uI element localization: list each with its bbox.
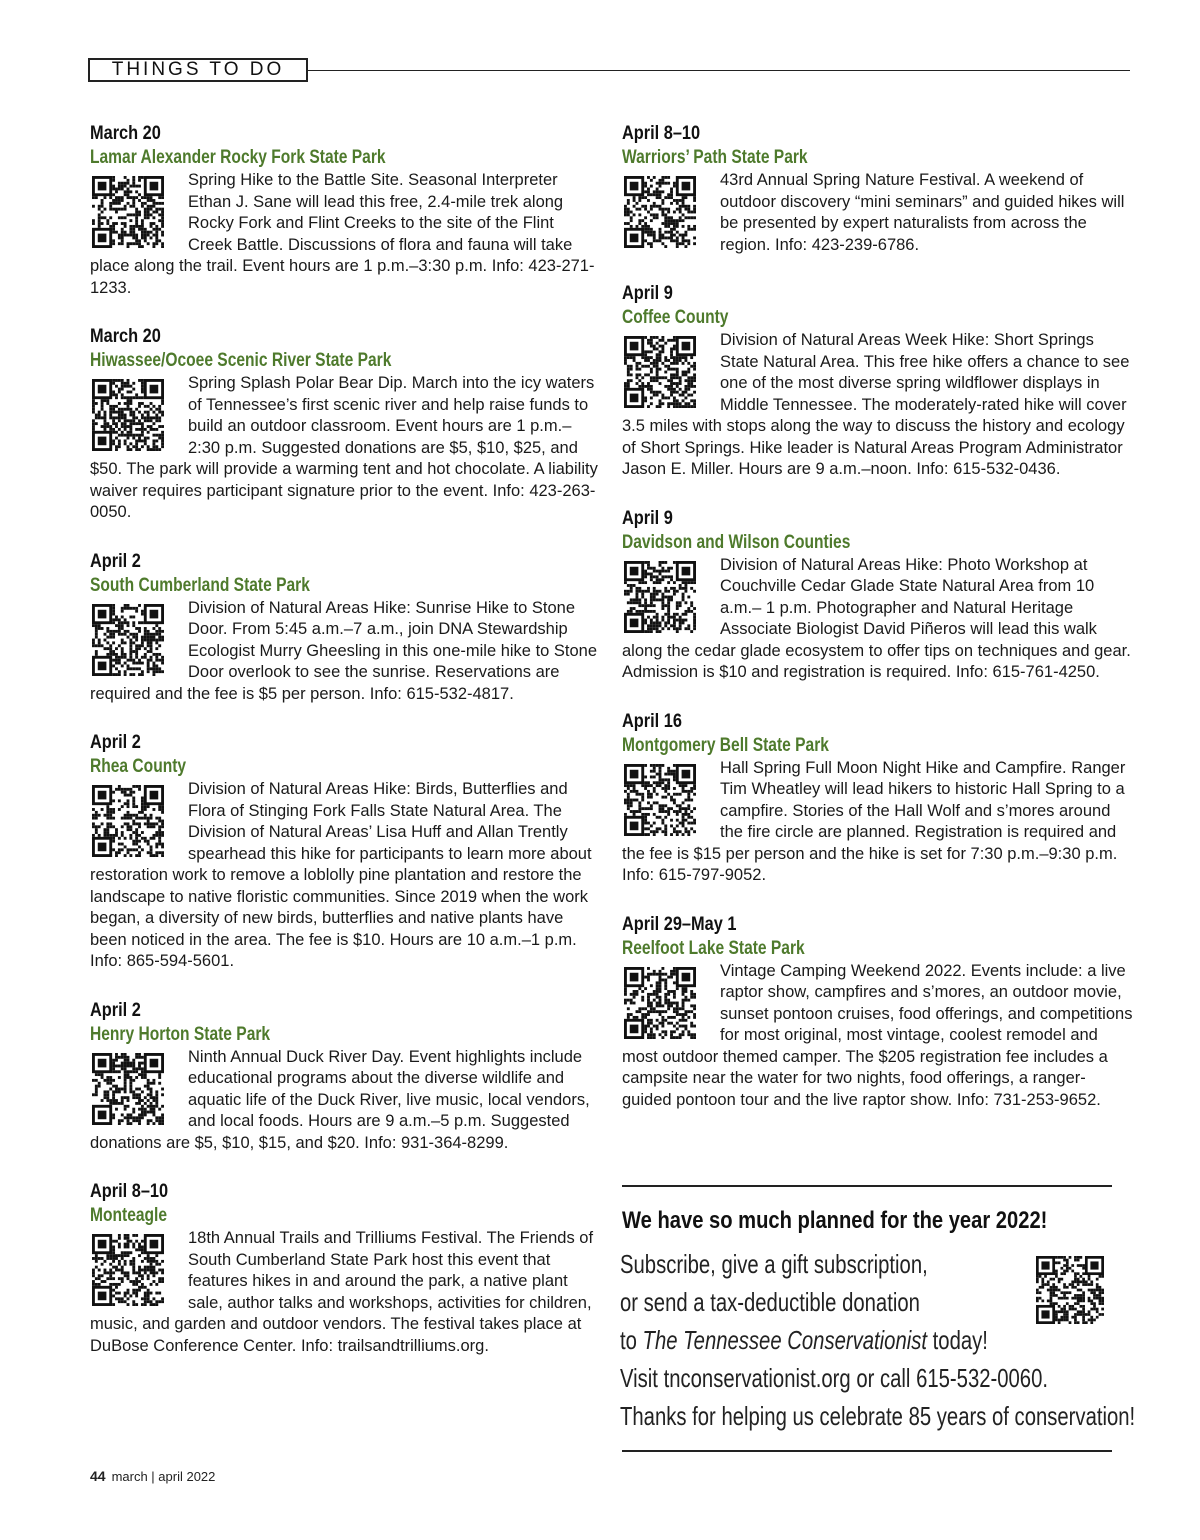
event-qr-code[interactable] xyxy=(92,785,164,857)
event-listing xyxy=(90,731,602,973)
event-venue: Rhea County xyxy=(90,756,187,777)
event-venue: South Cumberland State Park xyxy=(90,574,310,596)
event-listing xyxy=(90,325,602,524)
event-qr-code[interactable] xyxy=(624,336,696,408)
event-venue: Coffee County xyxy=(622,307,729,328)
event-qr-code[interactable] xyxy=(92,176,164,248)
event-date: March 20 xyxy=(90,326,161,347)
promo-line-4: Visit tnconservationist.org or call 615-532-0060. xyxy=(620,1363,1049,1393)
event-listing xyxy=(622,122,1134,256)
event-description: Division of Natural Areas Hike: Sunrise Hike to Stone Door. From 5:45 a.m.–7 a.m., join DNA Stewardship Ecologist Murry Gheesling in this one-mile hike to Stone Door overlook to see the sunrise. Reservations are required and the fee is $5 per person. Info: 615-532-4817. xyxy=(90,598,598,703)
event-description-block xyxy=(622,330,1134,481)
magazine-title: The Tennessee Conservationist xyxy=(642,1325,928,1355)
event-description-block xyxy=(622,758,1134,887)
event-listing xyxy=(90,1180,602,1357)
promo-line-5: Thanks for helping us celebrate 85 years of conservation! xyxy=(620,1401,1136,1431)
event-date: April 29–May 1 xyxy=(622,913,737,935)
event-listing xyxy=(90,999,602,1155)
event-venue: Lamar Alexander Rocky Fork State Park xyxy=(90,147,386,168)
event-description-block xyxy=(622,170,1134,256)
event-venue: Reelfoot Lake State Park xyxy=(622,937,805,959)
issue-label: march | april 2022 xyxy=(111,1469,216,1484)
event-qr-code[interactable] xyxy=(92,1053,164,1125)
event-description: Spring Splash Polar Bear Dip. March into the icy waters of Tennessee’s first scenic river and help raise funds to build an outdoor classroom. Event hours are 1 p.m.–2:30 p.m. Suggested donations are $5, $10, $25, and $50. The park will provide a warming tent and hot chocolate. A liability waiver requires participant signature prior to the event. Info: 423-263-0050. xyxy=(90,374,598,521)
page-footer xyxy=(90,1468,215,1484)
event-listing xyxy=(622,507,1134,684)
section-tab xyxy=(88,58,308,82)
event-description-block xyxy=(90,373,602,524)
promo-line-3 xyxy=(620,1321,1026,1359)
promo-line-3-prefix: to xyxy=(620,1325,643,1355)
event-description: Division of Natural Areas Hike: Birds, Butterflies and Flora of Stinging Fork Falls State Natural Area. The Division of Natural Areas’ Lisa Huff and Allan Trently spearhead this hike for participants to learn more about restoration work to remove a loblolly pine plantation and restore the landscape to native floristic communities. Since 2019 when the work began, a diversity of new birds, butterflies and native plants have been noticed in the area. The fee is $10. Hours are 10 a.m.–1 p.m. Info: 865-594-5601. xyxy=(90,780,592,970)
event-description: Ninth Annual Duck River Day. Event highlights include educational programs about the diverse wildlife and aquatic life of the Duck River, live music, local vendors, and local foods. Hours are 9 a.m.–5 p.m. Suggested donations are $5, $10, $15, and $20. Info: 931-364-8299. xyxy=(90,1047,590,1152)
event-date: April 2 xyxy=(90,732,141,753)
event-description-block xyxy=(90,779,602,973)
section-label: THINGS TO DO xyxy=(111,59,285,80)
event-date: April 9 xyxy=(622,283,673,304)
event-description-block xyxy=(622,961,1134,1112)
promo-qr-code[interactable] xyxy=(1036,1256,1104,1324)
event-listing xyxy=(622,282,1134,481)
event-venue: Henry Horton State Park xyxy=(90,1023,271,1045)
event-venue: Montgomery Bell State Park xyxy=(622,734,829,756)
promo-bottom-rule xyxy=(622,1450,1112,1452)
event-listing xyxy=(622,710,1134,887)
event-description: Vintage Camping Weekend 2022. Events include: a live raptor show, campfires and s’mores, an outdoor movie, sunset pontoon cruises, food offerings, and competitions for most original, most vintage, coolest remodel and most outdoor themed camper. The $205 registration fee includes a campsite near the water for two nights, food offerings, a ranger-guided pontoon tour and the live raptor show. Info: 731-253-9652. xyxy=(622,961,1133,1109)
event-qr-code[interactable] xyxy=(624,967,696,1039)
promo-top-rule xyxy=(622,1185,1112,1187)
promo-line-3-suffix: today! xyxy=(927,1325,988,1355)
promo-line-2: or send a tax-deductible donation xyxy=(620,1287,920,1317)
event-description-block xyxy=(90,1047,602,1155)
event-venue: Hiwassee/Ocoee Scenic River State Park xyxy=(90,350,392,371)
event-qr-code[interactable] xyxy=(624,561,696,633)
event-description: 18th Annual Trails and Trilliums Festival. The Friends of South Cumberland State Park host this event that features hikes in and around the park, a native plant sale, author talks and workshops, activities for children, music, and garden and outdoor vendors. The festival takes place at DuBose Conference Center. Info: trailsandtrilliums.org. xyxy=(90,1229,594,1355)
event-date: March 20 xyxy=(90,123,161,144)
event-qr-code[interactable] xyxy=(92,379,164,451)
event-date: April 2 xyxy=(90,550,141,572)
event-qr-code[interactable] xyxy=(624,176,696,248)
event-description-block xyxy=(622,555,1134,684)
event-date: April 2 xyxy=(90,999,141,1021)
event-date: April 8–10 xyxy=(90,1181,169,1202)
left-column xyxy=(90,122,602,1383)
event-description-block xyxy=(90,1228,602,1357)
event-description-block xyxy=(90,170,602,299)
event-listing xyxy=(90,122,602,299)
event-description: 43rd Annual Spring Nature Festival. A weekend of outdoor discovery “mini seminars” and guided hikes will be presented by expert naturalists from across the region. Info: 423-239-6786. xyxy=(720,171,1125,254)
event-qr-code[interactable] xyxy=(624,764,696,836)
event-venue: Monteagle xyxy=(90,1205,168,1226)
event-description: Spring Hike to the Battle Site. Seasonal Interpreter Ethan J. Sane will lead this free, 2.4-mile trek along Rocky Fork and Flint Creeks to the site of the Flint Creek Battle. Discussions of flora and fauna will take place along the trail. Event hours are 1 p.m.–3:30 p.m. Info: 423-271-1233. xyxy=(90,171,595,297)
event-description-block xyxy=(90,598,602,706)
event-description: Division of Natural Areas Hike: Photo Workshop at Couchville Cedar Glade State Natural Area from 10 a.m.– 1 p.m. Photographer and Natural Heritage Associate Biologist David Piñeros will lead this walk along the cedar glade ecosystem to offer tips on techniques and gear. Admission is $10 and registration is required. Info: 615-761-4250. xyxy=(622,555,1131,681)
event-date: April 8–10 xyxy=(622,123,701,144)
page-number: 44 xyxy=(90,1468,106,1484)
event-listing xyxy=(622,913,1134,1112)
event-date: April 16 xyxy=(622,710,682,732)
event-listing xyxy=(90,550,602,706)
event-date: April 9 xyxy=(622,507,673,529)
right-column xyxy=(622,122,1134,1137)
event-description: Hall Spring Full Moon Night Hike and Campfire. Ranger Tim Wheatley will lead hikers to historic Hall Spring to a campfire. Stories of the Hall Wolf and s’mores around the fire circle are planned. Registration is required and the fee is $15 per person and the hike is set for 7:30 p.m.–9:30 p.m. Info: 615-797-9052. xyxy=(622,758,1126,884)
event-qr-code[interactable] xyxy=(92,1234,164,1306)
event-venue: Warriors’ Path State Park xyxy=(622,147,808,168)
promo-line-1: Subscribe, give a gift subscription, xyxy=(620,1249,928,1279)
event-venue: Davidson and Wilson Counties xyxy=(622,531,851,553)
event-qr-code[interactable] xyxy=(92,604,164,676)
promo-title: We have so much planned for the year 2022! xyxy=(622,1207,1048,1234)
event-description: Division of Natural Areas Week Hike: Short Springs State Natural Area. This free hike offers a chance to see one of the most diverse spring wildflower displays in Middle Tennessee. The moderately-rated hike will cover 3.5 miles with stops along the way to discuss the history and ecology of Short Springs. Hike leader is Natural Areas Program Administrator Jason E. Miller. Hours are 9 a.m.–noon. Info: 615-532-0436. xyxy=(622,331,1130,478)
